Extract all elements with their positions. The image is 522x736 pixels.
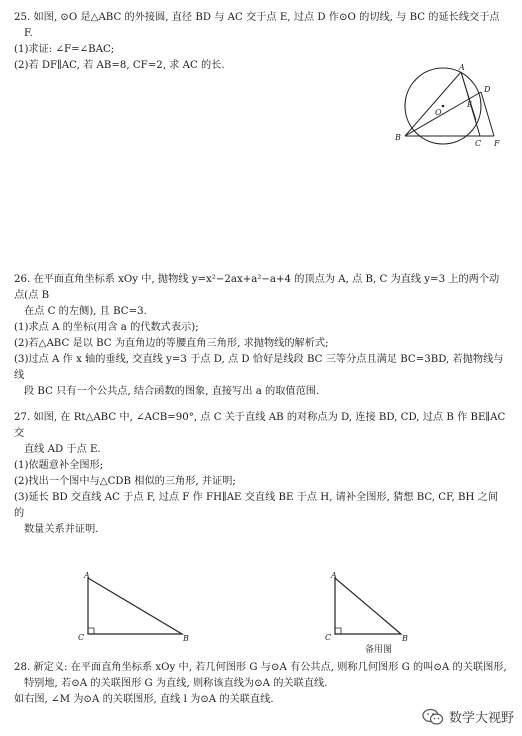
q27-fig2-caption: 备用图: [365, 645, 393, 654]
question-26: [14, 272, 508, 400]
q27-line2: 直线 AD 于点 E.: [24, 444, 101, 455]
q28-line2: 特别地, 若⊙A 的关联图形 G 为直线, 则称该直线为⊙A 的关联直线.: [24, 678, 328, 689]
q27-sub3b: 数量关系并证明.: [24, 524, 99, 535]
q28-line1: 28. 新定义: 在平面直角坐标系 xOy 中, 若几何图形 G 与⊙A 有公共点, 则称几何图形 G 的叫⊙A 的关联图形,: [14, 662, 507, 673]
question-27: [14, 410, 508, 538]
q27-sub1: (1)依题意补全图形;: [14, 460, 104, 471]
q27-fig1-label-C: C: [78, 633, 85, 642]
q26-sub3b: 段 BC 只有一个公共点, 结合函数的图象, 直接写出 a 的取值范围.: [24, 386, 320, 397]
q27-fig2-label-A: A: [331, 571, 337, 580]
q27-line1: 27. 如图, 在 Rt△ABC 中, ∠ACB=90°, 点 C 关于直线 AB 的对称点为 D, 连接 BD, CD, 过点 B 作 BE∥AC 交: [14, 412, 506, 439]
q25-line2: F.: [24, 28, 33, 39]
watermark: [422, 707, 514, 726]
q28-line3: 如右图, ∠M 为⊙A 的关联图形, 直线 l 为⊙A 的关联直线.: [14, 694, 274, 705]
q25-label-B: B: [395, 133, 401, 142]
q26-line2: 在点 C 的左侧), 且 BC=3.: [24, 306, 147, 317]
q25-label-F: F: [494, 139, 500, 148]
q25-line1: 25. 如图, ⊙O 是△ABC 的外接圆, 直径 BD 与 AC 交于点 E, 过点 D 作⊙O 的切线, 与 BC 的延长线交于点: [14, 12, 500, 23]
q27-backup-triangle-figure: [325, 570, 425, 654]
q25-sub2: (2)若 DF∥AC, 若 AB=8, CF=2, 求 AC 的长.: [14, 60, 225, 71]
q27-fig2-label-C: C: [325, 633, 332, 642]
q27-fig1-label-B: B: [183, 634, 189, 642]
q27-fig2-label-B: B: [402, 634, 408, 643]
q25-label-C: C: [475, 139, 482, 148]
q26-sub3a: (3)过点 A 作 x 轴的垂线, 交直线 y=3 于点 D, 点 D 恰好是线段 BC 三等分点且满足 BC=3BD, 若抛物线与线: [14, 354, 504, 381]
q25-label-E: E: [467, 101, 473, 109]
watermark-text: 数学大视野: [448, 711, 514, 726]
q25-label-O: O: [435, 108, 442, 117]
q27-sub2: (2)找出一个图中与△CDB 相似的三角形, 并证明;: [14, 476, 236, 487]
q25-label-A: A: [459, 63, 465, 72]
q25-label-D: D: [484, 85, 491, 94]
q25-sub1: (1)求证: ∠F=∠BAC;: [14, 44, 115, 55]
q27-triangle-figure: [78, 570, 198, 642]
q26-line1: 26. 在平面直角坐标系 xOy 中, 抛物线 y=x²−2ax+a²−a+4 的顶点为 A, 点 B, C 为直线 y=3 上的两个动点(点 B: [14, 274, 500, 301]
wechat-icon: [422, 708, 444, 726]
q25-circle-figure: [390, 62, 508, 158]
q26-sub2: (2)若△ABC 是以 BC 为直角边的等腰直角三角形, 求抛物线的解析式;: [14, 338, 329, 349]
q27-sub3a: (3)延长 BD 交直线 AC 于点 F, 过点 F 作 FH∥AE 交直线 BE 于点 H, 请补全图形, 猜想 BC, CF, BH 之间的: [14, 492, 499, 519]
q26-sub1: (1)求点 A 的坐标(用含 a 的代数式表示);: [14, 322, 199, 333]
q27-fig1-label-A: A: [84, 571, 90, 580]
question-28: [14, 660, 508, 708]
